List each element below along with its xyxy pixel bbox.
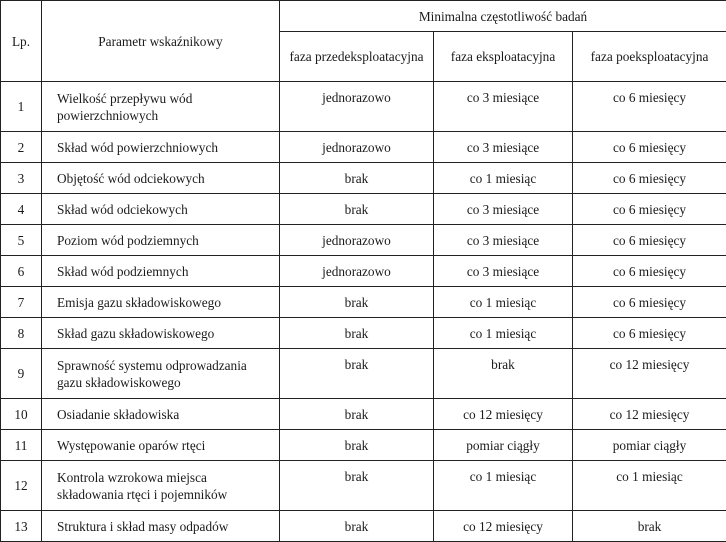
table-row: [1, 349, 726, 399]
row-parameter: Skład wód powierzchniowych: [42, 132, 280, 163]
header-frequency: Minimalna częstotliwość badań: [280, 1, 726, 32]
row-parameter: Skład wód odciekowych: [42, 194, 280, 225]
row-freq-pre: brak: [280, 399, 434, 430]
row-freq-operation: co 1 miesiąc: [434, 461, 573, 511]
row-number: 1: [1, 82, 42, 132]
table-row: [1, 430, 726, 461]
row-freq-post: co 6 miesięcy: [573, 256, 726, 287]
row-freq-post: co 6 miesięcy: [573, 82, 726, 132]
row-freq-post: co 1 miesiąc: [573, 461, 726, 511]
row-freq-post: co 6 miesięcy: [573, 132, 726, 163]
row-number: 6: [1, 256, 42, 287]
row-freq-post: co 6 miesięcy: [573, 287, 726, 318]
row-freq-post: brak: [573, 511, 726, 542]
row-number: 9: [1, 349, 42, 399]
row-freq-pre: jednorazowo: [280, 256, 434, 287]
header-phase-post: faza poeksploatacyjna: [573, 32, 726, 82]
row-freq-pre: jednorazowo: [280, 225, 434, 256]
row-freq-pre: brak: [280, 430, 434, 461]
row-freq-pre: brak: [280, 318, 434, 349]
row-freq-pre: brak: [280, 461, 434, 511]
table-row: [1, 225, 726, 256]
row-freq-operation: co 1 miesiąc: [434, 318, 573, 349]
table-body: [1, 82, 726, 542]
row-freq-post: co 6 miesięcy: [573, 194, 726, 225]
row-parameter: Wielkość przepływu wód powierzchniowych: [42, 82, 280, 132]
row-freq-pre: jednorazowo: [280, 132, 434, 163]
table-row: [1, 194, 726, 225]
row-parameter: Objętość wód odciekowych: [42, 163, 280, 194]
row-freq-pre: brak: [280, 194, 434, 225]
table-row: [1, 287, 726, 318]
row-parameter: Struktura i skład masy odpadów: [42, 511, 280, 542]
row-freq-pre: brak: [280, 511, 434, 542]
row-number: 7: [1, 287, 42, 318]
row-freq-operation: co 12 miesięcy: [434, 511, 573, 542]
row-freq-operation: pomiar ciągły: [434, 430, 573, 461]
row-parameter: Osiadanie składowiska: [42, 399, 280, 430]
row-parameter: Skład wód podziemnych: [42, 256, 280, 287]
row-parameter: Kontrola wzrokowa miejsca składowania rtęci i pojemników: [42, 461, 280, 511]
table-row: [1, 399, 726, 430]
table-row: [1, 318, 726, 349]
row-parameter: Poziom wód podziemnych: [42, 225, 280, 256]
row-number: 12: [1, 461, 42, 511]
row-parameter: Sprawność systemu odprowadzania gazu składowiskowego: [42, 349, 280, 399]
row-freq-post: co 6 miesięcy: [573, 163, 726, 194]
row-freq-pre: brak: [280, 287, 434, 318]
row-number: 4: [1, 194, 42, 225]
row-number: 13: [1, 511, 42, 542]
table-row: [1, 163, 726, 194]
row-freq-post: co 12 miesięcy: [573, 399, 726, 430]
row-freq-pre: brak: [280, 349, 434, 399]
row-parameter: Skład gazu składowiskowego: [42, 318, 280, 349]
table-row: [1, 511, 726, 542]
row-freq-operation: co 1 miesiąc: [434, 287, 573, 318]
row-freq-operation: co 3 miesiące: [434, 256, 573, 287]
row-freq-post: co 6 miesięcy: [573, 225, 726, 256]
table-row: [1, 132, 726, 163]
row-freq-operation: co 3 miesiące: [434, 132, 573, 163]
row-freq-post: pomiar ciągły: [573, 430, 726, 461]
row-freq-post: co 6 miesięcy: [573, 318, 726, 349]
row-freq-post: co 12 miesięcy: [573, 349, 726, 399]
row-freq-pre: jednorazowo: [280, 82, 434, 132]
row-number: 3: [1, 163, 42, 194]
row-number: 5: [1, 225, 42, 256]
row-parameter: Emisja gazu składowiskowego: [42, 287, 280, 318]
table-row: [1, 256, 726, 287]
row-freq-pre: brak: [280, 163, 434, 194]
row-freq-operation: co 3 miesiące: [434, 82, 573, 132]
row-number: 11: [1, 430, 42, 461]
header-parameter: Parametr wskaźnikowy: [42, 1, 280, 82]
header-phase-operation: faza eksploatacyjna: [434, 32, 573, 82]
row-freq-operation: co 3 miesiące: [434, 225, 573, 256]
table-row: [1, 82, 726, 132]
row-freq-operation: co 3 miesiące: [434, 194, 573, 225]
row-freq-operation: co 1 miesiąc: [434, 163, 573, 194]
header-lp: Lp.: [1, 1, 42, 82]
row-number: 10: [1, 399, 42, 430]
row-parameter: Występowanie oparów rtęci: [42, 430, 280, 461]
row-freq-operation: brak: [434, 349, 573, 399]
header-phase-pre: faza przedeksploatacyjna: [280, 32, 434, 82]
row-number: 2: [1, 132, 42, 163]
table-row: [1, 461, 726, 511]
row-number: 8: [1, 318, 42, 349]
row-freq-operation: co 12 miesięcy: [434, 399, 573, 430]
